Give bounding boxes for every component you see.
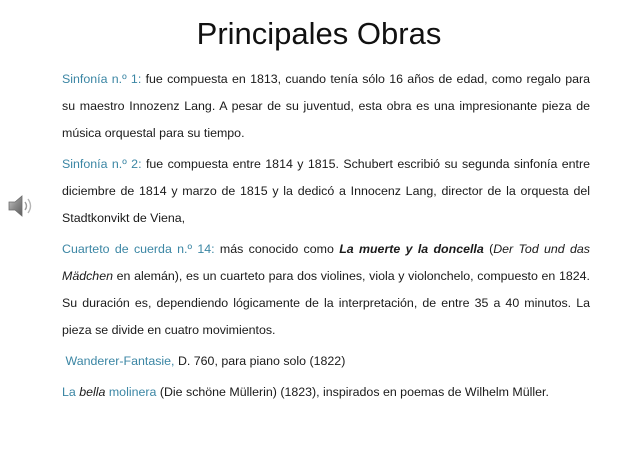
work-title-german: Der Tod und das Mädchen <box>62 242 591 283</box>
work-description: más conocido como <box>214 242 340 256</box>
work-name: Cuarteto de cuerda n.º 14: <box>62 242 215 256</box>
work-wanderer-fantasie <box>62 348 590 375</box>
work-description: (Die schöne Müllerin) (1823), inspirados en poemas de Wilhelm Müller. <box>156 385 549 399</box>
slide-title: Principales Obras <box>196 16 442 51</box>
work-cuarteto-14 <box>62 236 590 344</box>
work-name: Sinfonía n.º 2: <box>62 157 142 171</box>
work-title-spanish: La muerte y la doncella <box>339 242 484 256</box>
speaker-icon[interactable] <box>7 194 35 218</box>
works-list <box>62 66 590 410</box>
work-name: Wanderer-Fantasie, <box>65 354 175 368</box>
work-description: ( <box>483 242 494 256</box>
work-sinfonia-2 <box>62 151 590 232</box>
work-description: fue compuesta en 1813, cuando tenía sólo 16 años de edad, como regalo para su maestro Innozenz Lang. A pesar de su juventud, esta obra es una impresionante pieza de música orquestal para su tiempo. <box>62 72 590 140</box>
work-description: en alemán), es un cuarteto para dos violines, viola y violonchelo, compuesto en 1824. Su duración es, dependiendo lógicamente de la interpretación, de entre 35 a 40 minutos. La pieza se divide en cuatro movimientos. <box>62 269 590 337</box>
work-name: Sinfonía n.º 1: <box>62 72 142 86</box>
work-sinfonia-1 <box>62 66 590 147</box>
work-bella-molinera <box>62 379 590 406</box>
work-description: fue compuesta entre 1814 y 1815. Schubert escribió su segunda sinfonía entre diciembre de 1814 y marzo de 1815 y la dedicó a Innocenz Lang, director de la orquesta del Stadtkonvikt de Viena, <box>62 157 590 225</box>
work-description: D. 760, para piano solo (1822) <box>174 354 346 368</box>
work-name-part: bella <box>79 385 106 399</box>
work-name-part: La <box>62 385 80 399</box>
work-name-part: molinera <box>105 385 157 399</box>
